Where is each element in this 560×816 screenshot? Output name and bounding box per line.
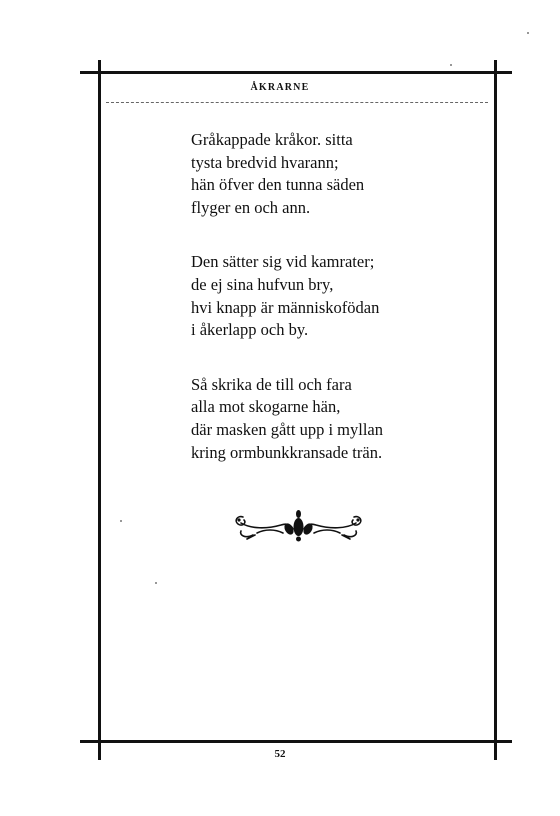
verse-line: i åkerlapp och by. [191, 320, 309, 340]
stanza-1 [191, 129, 481, 219]
verse-line: kring ormbunkkransade trän. [191, 442, 383, 462]
header-divider [106, 102, 488, 103]
verse-line: hän öfver den tunna säden [191, 175, 365, 195]
verse-line: tysta bredvid hvarann; [191, 152, 339, 172]
verse-line: Gråkappade kråkor. sitta [191, 130, 353, 149]
verse-line: Den sätter sig vid kamrater; [191, 252, 375, 272]
page-number: 52 [274, 748, 286, 760]
poem-body [191, 129, 481, 464]
verse-line: där masken gått upp i myllan [191, 419, 383, 439]
verse-line: flyger en och ann. [191, 197, 311, 217]
paper-speck [155, 582, 157, 584]
paper-speck [450, 64, 452, 66]
verse-line: de ej sina hufvun bry, [191, 274, 334, 294]
verse-line: hvi knapp är människofödan [191, 297, 380, 317]
bottom-frame-rule [80, 740, 512, 743]
scroll-ornament-icon [231, 505, 366, 547]
stanza-2 [191, 251, 481, 341]
right-frame-rule [494, 60, 497, 760]
stanza-3 [191, 374, 481, 464]
left-frame-rule [98, 60, 101, 760]
top-frame-rule [80, 71, 512, 74]
running-title: ÅKRARNE [250, 82, 310, 93]
verse-line: alla mot skogarne hän, [191, 397, 341, 417]
verse-line: Så skrika de till och fara [191, 374, 352, 394]
paper-speck [527, 32, 529, 34]
paper-speck [120, 520, 122, 522]
